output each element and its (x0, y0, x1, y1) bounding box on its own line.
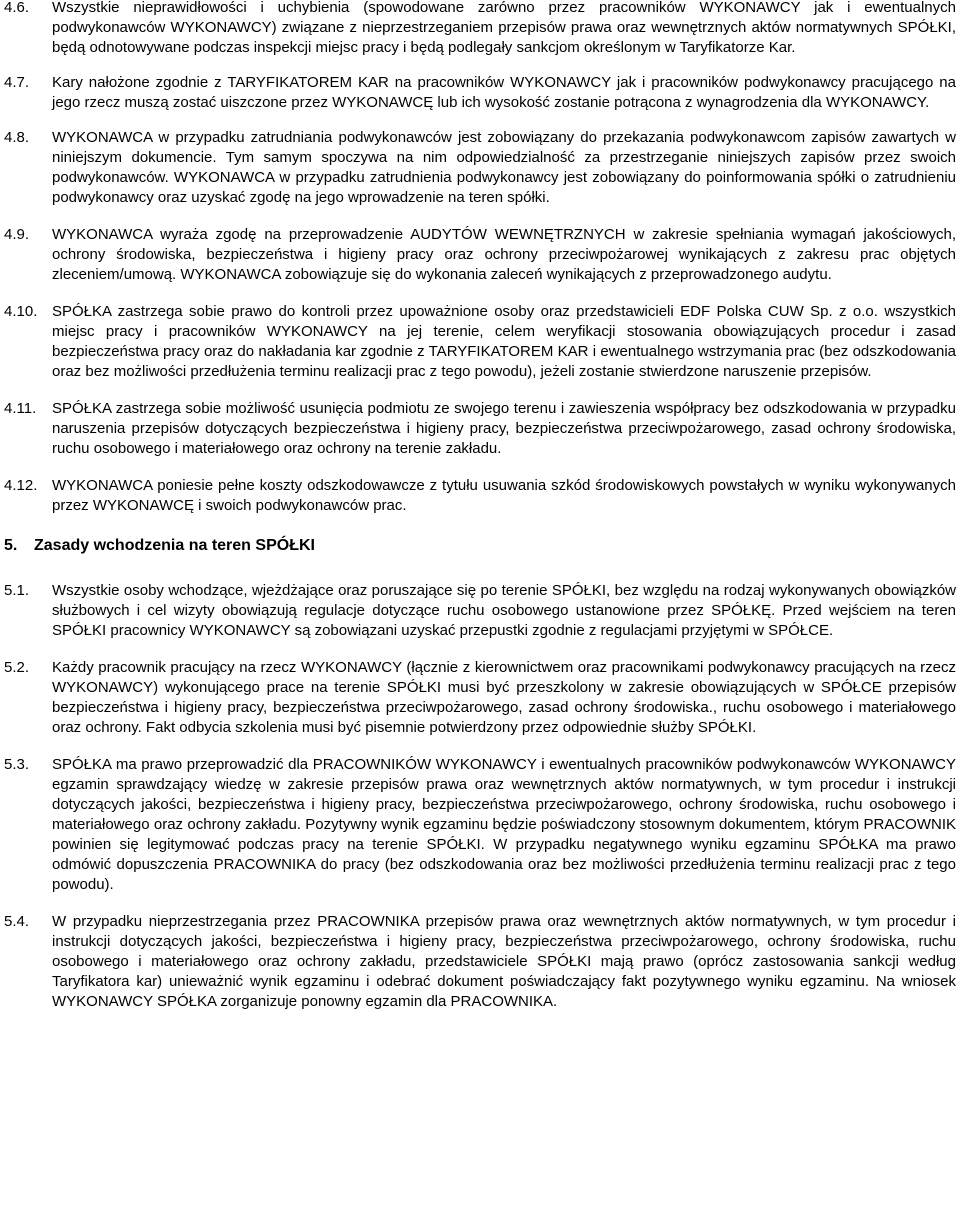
paragraph-text: W przypadku nieprzestrzegania przez PRACOWNIKA przepisów prawa oraz wewnętrznych aktów normatywnych, w tym procedur i instrukcji dotyczących jakości, bezpieczeństwa i higieny pracy, bezpieczeństwa przeciwpożarowego, ochrony środowiska, ruchu osobowego i materiałowego oraz ochrony zakładu, przedstawiciele SPÓŁKI mają prawo (oprócz zastosowania sankcji według Taryfikatora kar) unieważnić wynik egzaminu i odebrać dokument poświadczający fakt pozytywnego wyniku egzaminu. Na wniosek WYKONAWCY SPÓŁKA zorganizuje ponowny egzamin dla PRACOWNIKA. (52, 913, 956, 1010)
paragraph-number: 5.2. (4, 659, 30, 676)
paragraph-number: 4.8. (4, 129, 30, 146)
paragraph-number: 4.7. (4, 74, 30, 91)
paragraph-5-3 (4, 755, 956, 895)
paragraph-4-11 (4, 399, 956, 459)
paragraph-text: SPÓŁKA ma prawo przeprowadzić dla PRACOWNIKÓW WYKONAWCY i ewentualnych pracowników podwykonawców WYKONAWCY egzamin sprawdzający wiedzę w zakresie przepisów prawa oraz wewnętrznych aktów normatywnych, w tym procedur i instrukcji dotyczących jakości, bezpieczeństwa i higieny pracy, bezpieczeństwa przeciwpożarowego, ochrony środowiska, ruchu osobowego i materiałowego oraz ochrony zakładu. Pozytywny wynik egzaminu będzie poświadczony stosownym dokumentem, którym PRACOWNIK powinien się legitymować podczas pracy na terenie SPÓŁKI. W przypadku negatywnego wyniku egzaminu SPÓŁKA ma prawo odmówić dopuszczenia PRACOWNIKA do pracy (bez odszkodowania oraz bez możliwości przedłużenia terminu realizacji prac z tego powodu). (52, 756, 956, 893)
paragraph-5-4 (4, 912, 956, 1012)
paragraph-text: WYKONAWCA w przypadku zatrudniania podwykonawców jest zobowiązany do przekazania podwykonawcom zapisów zawartych w niniejszym dokumencie. Tym samym spoczywa na nim odpowiedzialność za przestrzeganie niniejszych zapisów przez swoich podwykonawców. WYKONAWCA w przypadku zatrudnienia podwykonawcy jest zobowiązany do poinformowania spółki o zatrudnieniu podwykonawcy oraz uzyskać zgodę na jego wprowadzenie na teren spółki. (52, 129, 956, 206)
paragraph-text: Wszystkie osoby wchodzące, wjeżdżające oraz poruszające się po terenie SPÓŁKI, bez względu na rodzaj wykonywanych obowiązków służbowych i cel wizyty obowiązują regulacje dotyczące ruchu osobowego ustanowione przez SPÓŁKĘ. Przed wejściem na teren SPÓŁKI pracownicy WYKONAWCY są zobowiązani uzyskać przepustki zgodnie z regulacjami przyjętymi w SPÓŁCE. (52, 582, 956, 639)
paragraph-4-8 (4, 128, 956, 208)
paragraph-5-1 (4, 581, 956, 641)
paragraph-text: Każdy pracownik pracujący na rzecz WYKONAWCY (łącznie z kierownictwem oraz pracownikami podwykonawcy pracujących na rzecz WYKONAWCY) wykonującego prace na terenie SPÓŁKI musi być przeszkolony w zakresie obowiązujących w SPÓŁCE przepisów bezpieczeństwa i higieny pracy, bezpieczeństwa przeciwpożarowego, zasad ochrony środowiska., ruchu osobowego i materiałowego oraz ochrony. Fakt odbycia szkolenia musi być pisemnie potwierdzony przez odpowiednie służby SPÓŁKI. (52, 659, 956, 736)
paragraph-number: 4.9. (4, 226, 30, 243)
paragraph-4-12 (4, 476, 956, 516)
paragraph-number: 5.1. (4, 582, 30, 599)
paragraph-4-6 (4, 0, 956, 58)
paragraph-5-2 (4, 658, 956, 738)
section-heading-5 (4, 536, 956, 556)
paragraph-text: WYKONAWCA poniesie pełne koszty odszkodowawcze z tytułu usuwania szkód środowiskowych powstałych w wyniku wykonywanych przez WYKONAWCĘ i swoich podwykonawców prac. (52, 477, 956, 514)
section-title: Zasady wchodzenia na teren SPÓŁKI (34, 537, 315, 554)
paragraph-text: SPÓŁKA zastrzega sobie prawo do kontroli przez upoważnione osoby oraz przedstawicieli EDF Polska CUW Sp. z o.o. wszystkich miejsc pracy i pracowników WYKONAWCY na jej terenie, celem weryfikacji stosowania obowiązujących procedur i zasad bezpieczeństwa pracy oraz do nakładania kar zgodnie z TARYFIKATOREM KAR i ewentualnego wstrzymania prac (bez odszkodowania oraz bez możliwości przedłużenia terminu realizacji prac z tego powodu), jeżeli zostanie stwierdzone naruszenie przepisów. (52, 303, 956, 380)
paragraph-number: 5.3. (4, 756, 30, 773)
paragraph-text: Kary nałożone zgodnie z TARYFIKATOREM KAR na pracowników WYKONAWCY jak i pracowników podwykonawcy pracującego na jego rzecz muszą zostać uiszczone przez WYKONAWCĘ lub ich wysokość zostanie potrącona z wynagrodzenia dla WYKONAWCY. (52, 74, 956, 111)
paragraph-text: Wszystkie nieprawidłowości i uchybienia (spowodowane zarówno przez pracowników WYKONAWCY jak i ewentualnych podwykonawców WYKONAWCY) związane z nieprzestrzeganiem przepisów prawa oraz wewnętrznych aktów normatywnych SPÓŁKI, będą odnotowywane podczas inspekcji miejsc pracy i będą podlegały sankcjom określonym w Taryfikatorze Kar. (52, 0, 956, 56)
paragraph-number: 4.11. (4, 400, 37, 417)
paragraph-4-10 (4, 302, 956, 382)
paragraph-number: 4.6. (4, 0, 30, 16)
paragraph-text: WYKONAWCA wyraża zgodę na przeprowadzenie AUDYTÓW WEWNĘTRZNYCH w zakresie spełniania wymagań jakościowych, ochrony środowiska, bezpieczeństwa i higieny pracy oraz ochrony przeciwpożarowej wynikających z zakresu prac objętych zleceniem/umową. WYKONAWCA zobowiązuje się do wykonania zaleceń wynikających z przeprowadzonego audytu. (52, 226, 956, 283)
paragraph-number: 4.10. (4, 303, 38, 320)
section-number: 5. (4, 537, 18, 554)
paragraph-4-7 (4, 73, 956, 113)
paragraph-number: 4.12. (4, 477, 38, 494)
paragraph-number: 5.4. (4, 913, 30, 930)
paragraph-4-9 (4, 225, 956, 285)
paragraph-text: SPÓŁKA zastrzega sobie możliwość usunięcia podmiotu ze swojego terenu i zawieszenia współpracy bez odszkodowania w przypadku naruszenia przepisów dotyczących bezpieczeństwa i higieny pracy, bezpieczeństwa przeciwpożarowego, zasad ochrony środowiska, ruchu osobowego i materiałowego oraz ochrony na terenie zakładu. (52, 400, 956, 457)
